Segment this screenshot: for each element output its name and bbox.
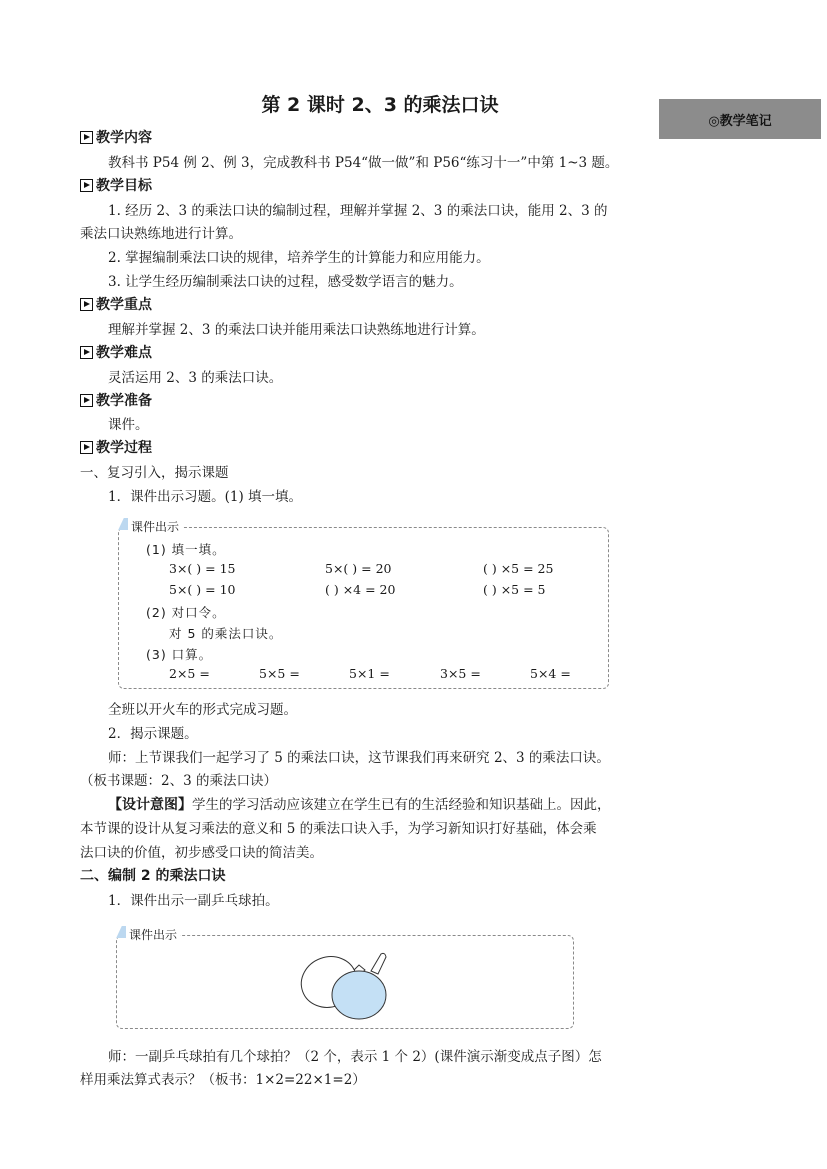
teacher-line-2: （板书课题：2、3 的乘法口诀）: [80, 773, 277, 789]
section-heading-content: 教学内容: [80, 127, 152, 147]
box1-r1c2: 5×( ) = 20: [325, 561, 392, 576]
box1-r3c1: 2×5 =: [169, 666, 210, 681]
box1-r2c3: ( ) ×5 = 5: [483, 582, 546, 597]
goal-3: 3. 让学生经历编制乘法口诀的过程，感受数学语言的魅力。: [108, 274, 463, 290]
difficulty-text: 灵活运用 2、3 的乘法口诀。: [108, 370, 283, 386]
box1-q3-label: (3) 口算。: [146, 647, 213, 662]
box1-r3c4: 3×5 =: [440, 666, 481, 681]
train-line: 全班以开火车的形式完成习题。: [108, 702, 297, 718]
box1-r1c1: 3×( ) = 15: [169, 561, 236, 576]
final-line-1: 师：一副乒乓球拍有几个球拍？（2 个，表示 1 个 2）(课件演示渐变成点子图）怎: [108, 1049, 602, 1065]
courseware-tag-2: 课件出示: [126, 926, 180, 943]
box1-r3c5: 5×4 =: [530, 666, 571, 681]
play-marker-icon: [80, 298, 93, 311]
part1-heading: 一、复习引入，揭示课题: [80, 465, 229, 481]
design-line-3: 法口诀的价值，初步感受口诀的简洁美。: [80, 845, 323, 861]
box1-q1-label: (1) 填一填。: [146, 542, 226, 557]
prep-text: 课件。: [108, 417, 149, 433]
section-heading-key: 教学重点: [80, 294, 152, 314]
section-heading-process: 教学过程: [80, 437, 152, 457]
teaching-notes-label: ◎教学笔记: [659, 99, 821, 139]
play-marker-icon: [80, 441, 93, 454]
part2-heading: 二、编制 2 的乘法口诀: [80, 868, 226, 884]
content-text: 教科书 P54 例 2、例 3，完成教科书 P54“做一做”和 P56“练习十一”中第 1~3 题。: [108, 155, 619, 171]
goal-1-line-2: 乘法口诀熟练地进行计算。: [80, 226, 242, 242]
key-text: 理解并掌握 2、3 的乘法口诀并能用乘法口诀熟练地进行计算。: [108, 322, 485, 338]
part1-item1: 1．课件出示习题。(1) 填一填。: [108, 489, 303, 505]
box1-r3c3: 5×1 =: [349, 666, 390, 681]
box1-r2c1: 5×( ) = 10: [169, 582, 236, 597]
section-heading-difficulty: 教学难点: [80, 342, 152, 362]
play-marker-icon: [80, 179, 93, 192]
item2: 2．揭示课题。: [108, 726, 198, 742]
box1-r3c2: 5×5 =: [259, 666, 300, 681]
goal-1-line-1: 1. 经历 2、3 的乘法口诀的编制过程，理解并掌握 2、3 的乘法口诀，能用 2、3 的: [108, 203, 608, 219]
play-marker-icon: [80, 346, 93, 359]
page-title: 第 2 课时 2、3 的乘法口诀: [261, 94, 499, 116]
design-line-2: 本节课的设计从复习乘法的意义和 5 的乘法口诀入手，为学习新知识打好基础，体会乘: [80, 821, 597, 837]
design-label: 【设计意图】: [108, 797, 192, 813]
play-marker-icon: [80, 131, 93, 144]
goal-2: 2. 掌握编制乘法口诀的规律，培养学生的计算能力和应用能力。: [108, 250, 490, 266]
play-marker-icon: [80, 394, 93, 407]
box1-r1c3: ( ) ×5 = 25: [483, 561, 554, 576]
courseware-tag-1: 课件出示: [128, 518, 182, 535]
box1-r2c2: ( ) ×4 = 20: [325, 582, 396, 597]
section-heading-prep: 教学准备: [80, 390, 152, 410]
section-heading-goals: 教学目标: [80, 175, 152, 195]
ping-pong-paddles-icon: [295, 947, 395, 1023]
final-line-2: 样用乘法算式表示？（板书：1×2=22×1=2）: [80, 1072, 366, 1088]
box1-q2-text: 对 5 的乘法口诀。: [169, 626, 283, 641]
teacher-line-1: 师：上节课我们一起学习了 5 的乘法口诀，这节课我们再来研究 2、3 的乘法口诀。: [108, 750, 610, 766]
part2-item1: 1．课件出示一副乒乓球拍。: [108, 893, 279, 909]
box1-q2-label: (2) 对口令。: [146, 605, 226, 620]
design-line-1: 【设计意图】学生的学习活动应该建立在学生已有的生活经验和知识基础上。因此，: [108, 797, 611, 813]
